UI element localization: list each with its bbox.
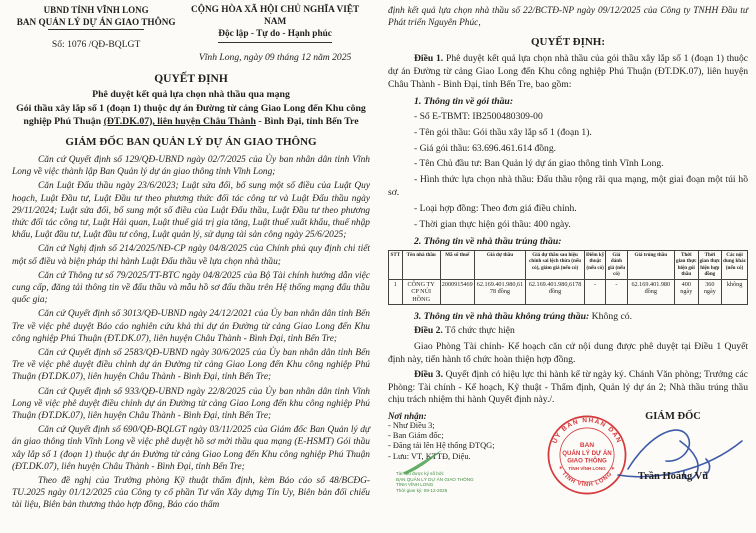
recipient-item: - Lưu: VT, KTTĐ, Diệu.: [388, 451, 471, 461]
section-3-label: 3. Thông tin về nhà thầu không trúng thầu:: [414, 311, 590, 323]
svg-text:ỦY BAN NHÂN DÂN: ỦY BAN NHÂN DÂN: [551, 417, 623, 445]
table-cell: 360 ngày: [698, 279, 722, 305]
decision-subtitle: Phê duyệt kết quả lựa chọn nhà thầu qua mạng: [92, 89, 290, 100]
article-3-text: Quyết định có hiệu lực thi hành kể từ ngày ký. Chánh Văn phòng; Trưởng các Phòng: Tài chính - Kế hoạch, Kỹ thuật - Thẩm định, Quản lý dự án 2; Nhà thầu trúng thầu chịu trách nhiệm thi hành Quyết định này./.: [388, 369, 749, 406]
esign-line: Thời gian ký: 09-12-2025: [396, 487, 448, 493]
package-info-item: - Hình thức lựa chọn nhà thầu: Đấu thầu rộng rãi qua mạng, một giai đoạn một túi hồ sơ.: [388, 174, 748, 198]
preamble-paragraph: Căn cứ Quyết định số 690/QĐ-BQLGT ngày 03/11/2025 của Giám đốc Ban Quản lý dự án giao thông tỉnh Vĩnh Long về việc phê duyệt hồ sơ mời thầu qua mạng (E-HSMT) Gói thầu xây lắp số 1 (đoạn 1) thuộc dự án Đường từ cảng Giao Long đến Khu công nghiệp Phú Thuận (ĐT.DK.07), liên huyện Châu Thành - Bình Đại, tỉnh Bến Tre;: [12, 425, 370, 472]
table-cell: không: [722, 279, 748, 305]
national-title: CỘNG HÒA XÃ HỘI CHỦ NGHĨA VIỆT NAM: [191, 5, 360, 27]
table-header-cell: Giá trúng thầu: [627, 250, 674, 279]
recipient-item: - Như Điều 3;: [388, 420, 435, 430]
signer-title: GIÁM ĐỐC: [645, 410, 701, 422]
section-2-heading: 2. Thông tin về nhà thầu trúng thầu:: [414, 235, 562, 247]
preamble-paragraph: Căn cứ Quyết định số 3013/QĐ-UBND ngày 24/12/2021 của Ủy ban nhân dân tỉnh Bến Tre về việc phê duyệt Báo cáo nghiên cứu khả thi dự án Đường từ cảng Giao Long đến Khu công nghiệp Phú Thuận (ĐT.DK.07), liên huyện Châu Thành - Bình Đại, tỉnh Bến Tre;: [12, 309, 370, 344]
table-cell: 62.169.401.980,6178 đồng: [474, 279, 525, 305]
table-header-cell: Mã số thuế: [440, 250, 474, 279]
article-2: [388, 325, 748, 338]
table-cell: -: [606, 279, 627, 305]
digital-signature-block: [394, 461, 564, 493]
document-title-block: [12, 73, 370, 128]
svg-text:✶ TỈNH VĨNH LONG ✶: ✶ TỈNH VĨNH LONG ✶: [556, 464, 618, 489]
table-header-cell: Tên nhà thầu: [402, 250, 440, 279]
table-cell: 400 ngày: [675, 279, 699, 305]
article-2-title: Tổ chức thực hiện: [442, 325, 515, 337]
issuer-title: GIÁM ĐỐC BAN QUẢN LÝ DỰ ÁN GIAO THÔNG: [65, 136, 317, 148]
table-cell: -: [585, 279, 606, 305]
table-header-cell: Giá dự thầu sau hiệu chỉnh sai lệch thừa (nếu có), giảm giá (nếu có): [526, 250, 585, 279]
document-header: [12, 5, 370, 63]
preamble-paragraph: Căn cứ Quyết định số 2583/QĐ-UBND ngày 30/6/2025 của Ủy ban nhân dân tỉnh Bến Tre về việc phê duyệt điều chỉnh dự án Đường từ cảng Giao Long đến Khu công nghiệp Phú Thuận (ĐT.DK.07), liên huyện Châu Thành - Bình Đại, tỉnh Bến Tre;: [12, 348, 370, 383]
table-header-cell: Thời gian thực hiện hợp đồng: [699, 251, 721, 278]
preamble-paragraph: Căn cứ Nghị định số 214/2025/NĐ-CP ngày 04/8/2025 của Chính phủ quy định chi tiết một số điều và biện pháp thi hành Luật Đấu thầu về lựa chọn nhà thầu;: [12, 244, 370, 267]
table-cell: CÔNG TY CP NÚI HỒNG: [402, 279, 440, 305]
table-header-cell: STT: [389, 250, 403, 279]
table-header-cell: Giá đánh giá (nếu có): [607, 251, 626, 278]
article-3-label: Điều 3.: [414, 369, 443, 381]
table-header-cell: Các nội dung khác (nếu có): [722, 250, 748, 279]
decision-heading: QUYẾT ĐỊNH:: [530, 36, 606, 49]
esign-line: BAN QUẢN LÝ DỰ ÁN GIAO THÔNG: [396, 476, 474, 482]
section-3-text: Không có.: [589, 311, 633, 323]
section-3-heading: [388, 311, 748, 322]
package-title: [12, 102, 370, 128]
package-info-item: - Giá gói thầu: 63.696.461.614 đồng.: [414, 142, 557, 154]
package-title-part1: Gói thầu xây lắp số 1 (đoạn 1) thuộc dự án Đường từ cảng Giao Long đến Khu công nghiệp Phú Thuận: [16, 103, 366, 127]
issuing-org-block: [12, 5, 180, 63]
recipients-heading: Nơi nhận:: [388, 410, 427, 421]
package-info-item: - Số E-TBMT: IB2500480309-00: [414, 110, 543, 122]
article-1-label: Điều 1.: [414, 53, 444, 65]
package-title-part3: - Bình Đại, tỉnh Bến Tre: [255, 116, 359, 127]
preamble-paragraph: Căn Luật Đấu thầu ngày 23/6/2023; Luật sửa đổi, bổ sung một số điều của Luật Quy hoạch, Luật Đầu tư, Luật Đầu tư theo phương thức đối tác công tư và Luật Đấu thầu ngày 29/11/2024; Luật sửa đổi, bổ sung một số điều của Luật Đấu thầu, Luật Đầu tư theo phương thức đối tác công tư, Luật Hải quan, Luật thuế giá trị gia tăng, Luật thuế xuất khẩu, thuế nhập khẩu, Luật đầu tư, Luật đầu tư công, Luật quản lý, sử dụng tài sản công ngày 25/6/2025;: [12, 181, 370, 241]
table-header-cell: Thời gian thực hiện gói thầu: [676, 251, 697, 278]
article-2-label: Điều 2.: [414, 325, 443, 337]
package-info-item: - Tên Chủ đầu tư: Ban Quản lý dự án giao thông tỉnh Vĩnh Long.: [414, 158, 664, 170]
place-and-date: Vĩnh Long, ngày 09 tháng 12 năm 2025: [198, 51, 352, 63]
preamble-paragraph: Căn cứ Thông tư số 79/2025/TT-BTC ngày 04/8/2025 của Bộ Tài chính hướng dẫn việc cung cấp, đăng tải thông tin về đấu thầu và mẫu hồ sơ đấu thầu trên Hệ thống mạng đấu thầu quốc gia;: [12, 270, 370, 306]
table-header-cell: Giá dự thầu: [474, 250, 525, 279]
package-info-item: - Loại hợp đồng: Theo đơn giá điều chỉnh.: [414, 202, 577, 214]
esign-line: Tài liệu được ký số bởi:: [396, 470, 445, 476]
table-cell: 62.169.401.980,6178 đồng: [526, 279, 585, 305]
org-underline: [48, 29, 144, 30]
svg-text:QUẢN LÝ DỰ ÁN: QUẢN LÝ DỰ ÁN: [562, 449, 612, 457]
recipient-item: - Đăng tải lên Hệ thống ĐTQG;: [388, 441, 495, 451]
esign-line: TỈNH VĨNH LONG: [396, 482, 434, 488]
table-header-cell: Điểm kỹ thuật (nếu có): [585, 250, 606, 279]
svg-text:GIAO THÔNG: GIAO THÔNG: [567, 457, 607, 465]
preamble-paragraph: Căn cứ Quyết định số 933/QĐ-UBND ngày 22/8/2025 của Ủy ban nhân dân tỉnh Vĩnh Long về việc phê duyệt điều chỉnh dự án Đường từ cảng Giao Long đến khu công nghiệp Phú Thuận (ĐT.DK.07), liên huyện Châu Thành - Bình Đại, tỉnh Bến Tre;: [12, 386, 370, 422]
svg-text:TỈNH VĨNH LONG: TỈNH VĨNH LONG: [568, 465, 606, 471]
recipient-item: - Ban Giám đốc;: [388, 431, 444, 441]
right-column: [388, 5, 748, 499]
package-info-item: - Tên gói thầu: Gói thầu xây lắp số 1 (đoạn 1).: [414, 126, 592, 138]
article-1-text: Phê duyệt kết quả lựa chọn nhà thầu của gói thầu xây lắp số 1 (đoạn 1) thuộc dự án Đường từ cảng Giao Long đến Khu công nghiệp Phú Thuận (ĐT.DK.07), liên huyện Châu Thành - Bình Đại, tỉnh Bến Tre, bao gồm:: [388, 53, 749, 90]
article-2-body: Giao Phòng Tài chính- Kế hoạch căn cứ nội dung được phê duyệt tại Điều 1 Quyết định này, tiến hành tổ chức hoàn thiện hợp đồng.: [388, 340, 748, 365]
article-3: [388, 369, 748, 407]
winning-bidder-table: [388, 250, 748, 305]
table-row: [389, 279, 748, 305]
digital-signature-check-icon: [400, 449, 444, 475]
org-name: BAN QUẢN LÝ DỰ ÁN GIAO THÔNG: [16, 16, 176, 27]
signer-name: Trần Hoàng Vũ: [637, 470, 709, 482]
package-info-item: - Thời gian thực hiện gói thầu: 400 ngày.: [414, 218, 571, 230]
document-number: Số: 1076 /QĐ-BQLGT: [51, 39, 141, 50]
preamble-continuation: định kết quả lựa chọn nhà thầu số 22/BCTĐ-NP ngày 09/12/2025 của Công ty TNHH Đầu tư Phát triển Nguyên Phúc,: [388, 6, 748, 29]
national-motto: Độc lập - Tự do - Hạnh phúc: [218, 29, 332, 43]
section-1-heading: 1. Thông tin về gói thầu:: [414, 96, 514, 108]
decision-title: QUYẾT ĐỊNH: [154, 73, 228, 85]
table-cell: 62.169.401.980 đồng: [627, 279, 674, 305]
package-title-part2: (ĐT.DK.07), liên huyện Châu Thành: [103, 116, 256, 127]
preamble-paragraph: Theo đề nghị của Trưởng phòng Kỹ thuật thẩm định, kèm Báo cáo số 48/BCĐG-TU.2025 ngày 01/12/2025 của Công ty cổ phần Tư vấn Xây dựng Tín Uy, Biên bản đối chiếu tài liệu, Biên bản thương thảo hợp đồng, Báo cáo thẩm: [12, 476, 370, 511]
national-header-block: [180, 5, 370, 63]
table-cell: 1: [389, 279, 403, 305]
org-parent-name: UBND TỈNH VĨNH LONG: [43, 5, 149, 15]
preamble-paragraph: Căn cứ Quyết định số 129/QĐ-UBND ngày 02/7/2025 của Ủy ban nhân dân tỉnh Vĩnh Long về việc thành lập Ban Quản lý dự án giao thông tỉnh Vĩnh Long;: [12, 155, 370, 178]
article-1: [388, 53, 748, 91]
svg-text:BAN: BAN: [579, 441, 595, 449]
table-header-row: [389, 250, 748, 279]
left-column: [12, 5, 370, 514]
table-cell: 2000915469: [440, 279, 474, 305]
signature-footer: [388, 411, 748, 499]
